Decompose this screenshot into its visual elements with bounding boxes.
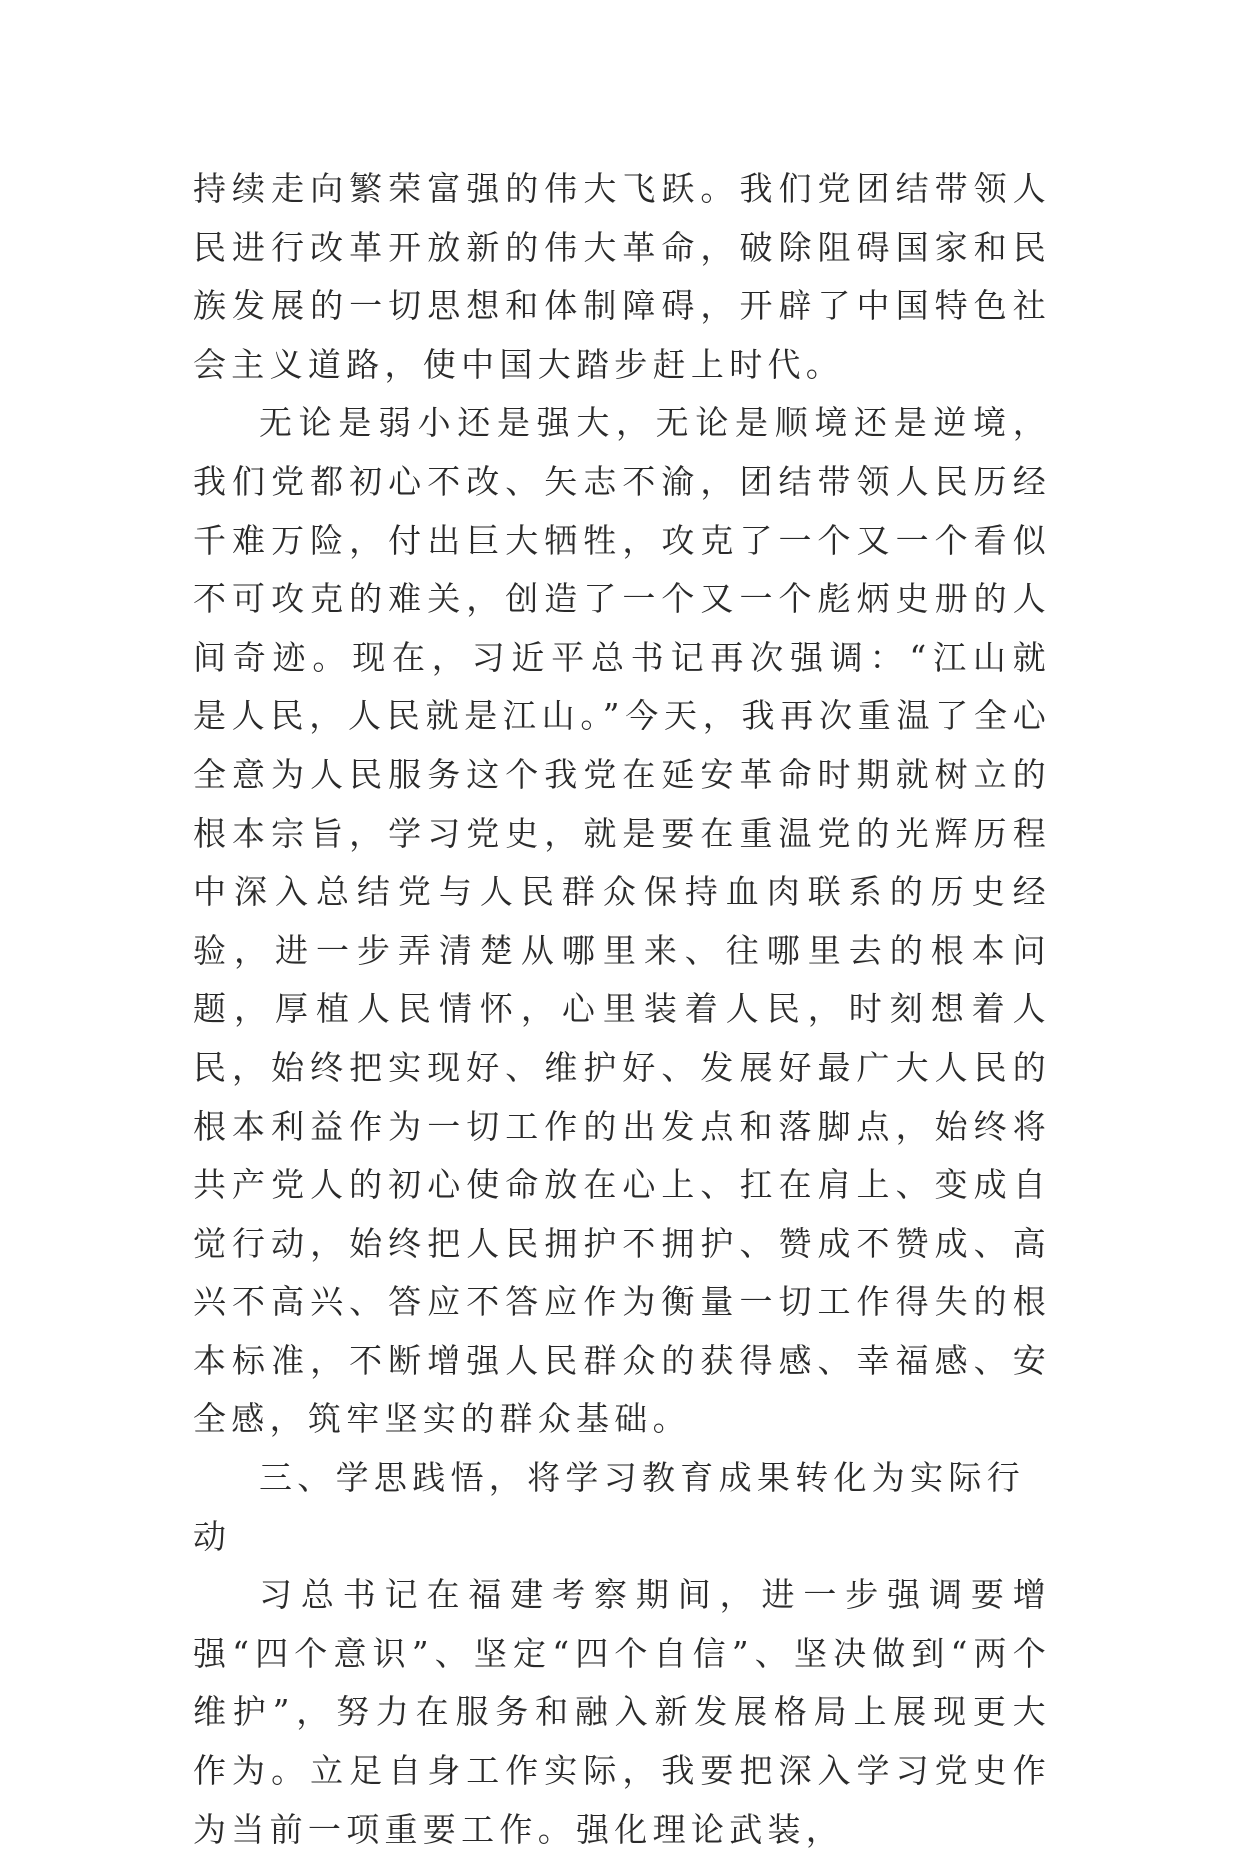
paragraph-continuation: 持续走向繁荣富强的伟大飞跃。我们党团结带领人民进行改革开放新的伟大革命，破除阻碍国家和民族发展的一切思想和体制障碍，开辟了中国特色社会主义道路，使中国大踏步赶上时代。 (193, 169, 1051, 384)
document-body (193, 160, 1051, 1859)
paragraph-action: 习总书记在福建考察期间，进一步强调要增强“四个意识”、坚定“四个自信”、坚决做到“两个维护”，努力在服务和融入新发展格局上展现更大作为。立足自身工作实际，我要把深入学习党史作为当前一项重要工作。强化理论武装， (193, 1575, 1051, 1849)
section-heading: 三、学思践悟，将学习教育成果转化为实际行动 (193, 1458, 1025, 1556)
paragraph-people-centered: 无论是弱小还是强大，无论是顺境还是逆境，我们党都初心不改、矢志不渝，团结带领人民历经千难万险，付出巨大牺牲，攻克了一个又一个看似不可攻克的难关，创造了一个又一个彪炳史册的人间奇迹。现在，习近平总书记再次强调：“江山就是人民，人民就是江山。”今天，我再次重温了全心全意为人民服务这个我党在延安革命时期就树立的根本宗旨，学习党史，就是要在重温党的光辉历程中深入总结党与人民群众保持血肉联系的历史经验，进一步弄清楚从哪里来、往哪里去的根本问题，厚植人民情怀，心里装着人民，时刻想着人民，始终把实现好、维护好、发展好最广大人民的根本利益作为一切工作的出发点和落脚点，始终将共产党人的初心使命放在心上、扛在肩上、变成自觉行动，始终把人民拥护不拥护、赞成不赞成、高兴不高兴、答应不答应作为衡量一切工作得失的根本标准，不断增强人民群众的获得感、幸福感、安全感，筑牢坚实的群众基础。 (193, 403, 1051, 1439)
